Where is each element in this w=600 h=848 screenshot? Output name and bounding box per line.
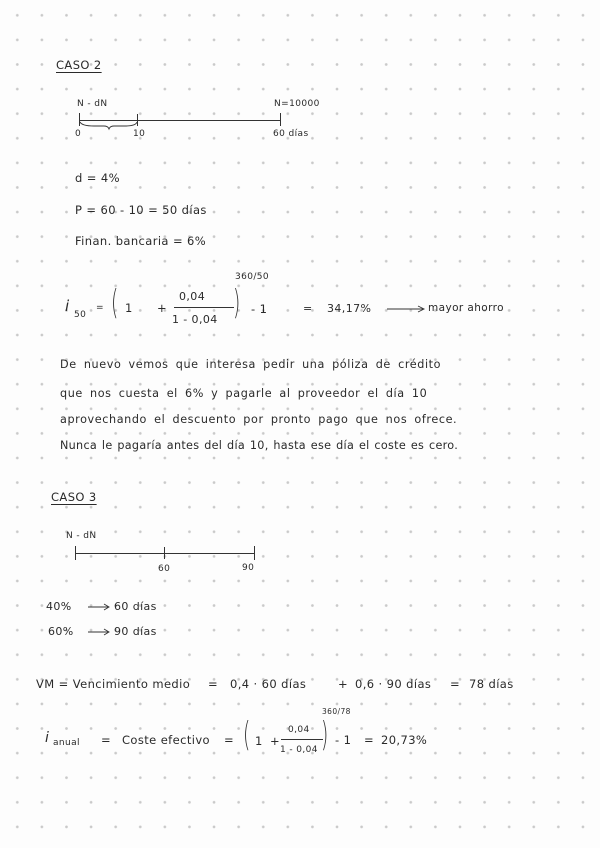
period-line: P = 60 - 10 = 50 días bbox=[75, 203, 207, 217]
vm-equals-2: = bbox=[450, 677, 461, 691]
paragraph-line-3: aprovechando el descuento por pronto pago que nos ofrece. bbox=[60, 413, 458, 426]
formula3-equals-2: = bbox=[224, 733, 235, 747]
paragraph-line-2: que nos cuesta el 6% y pagarle al proveedor el día 10 bbox=[60, 387, 428, 400]
formula3-minus-one: - 1 bbox=[335, 733, 352, 747]
formula-numerator: 0,04 bbox=[179, 290, 206, 303]
formula3-close-paren: ) bbox=[320, 715, 329, 755]
formula3-result: 20,73% bbox=[381, 733, 428, 747]
formula-equals: = bbox=[303, 302, 313, 315]
formula3-equals-1: = bbox=[101, 733, 112, 747]
vm-label: VM = Vencimiento medio bbox=[36, 677, 191, 691]
vm-equals-1: = bbox=[208, 677, 219, 691]
row1-pct: 40% bbox=[46, 600, 72, 613]
formula-equals-a: = bbox=[96, 303, 104, 313]
timeline3-tick-start bbox=[75, 546, 76, 560]
timeline-tick-0-label: 0 bbox=[75, 129, 82, 139]
vm-term-1: 0,4 · 60 días bbox=[230, 677, 307, 691]
timeline3-tick-90-label: 90 bbox=[242, 563, 255, 573]
formula-result: 34,17% bbox=[327, 302, 372, 315]
formula3-exponent: 360/78 bbox=[322, 707, 351, 716]
row2-pct: 60% bbox=[48, 625, 74, 638]
arrow-icon bbox=[387, 305, 427, 313]
timeline3-left-label: N - dN bbox=[66, 531, 97, 541]
paragraph-line-4: Nunca le pagaría antes del día 10, hasta ese día el coste es cero. bbox=[60, 439, 459, 452]
timeline-left-label: N - dN bbox=[77, 99, 108, 109]
caso2-title: CASO 2 bbox=[56, 58, 102, 72]
formula-conclusion: mayor ahorro bbox=[428, 302, 504, 314]
arrow-icon bbox=[88, 628, 112, 636]
formula-fraction-bar bbox=[174, 307, 234, 308]
row2-days: 90 días bbox=[114, 625, 157, 638]
formula-close-paren: ) bbox=[232, 283, 241, 323]
timeline-brace bbox=[80, 121, 140, 131]
vm-plus: + bbox=[338, 677, 349, 691]
timeline3-axis bbox=[75, 553, 255, 554]
timeline-tick-10-label: 10 bbox=[133, 129, 146, 139]
formula3-plus: + bbox=[270, 734, 281, 748]
formula-exponent: 360/50 bbox=[235, 272, 270, 282]
paragraph-line-1: De nuevo vemos que interesa pedir una póliza de crédito bbox=[60, 358, 442, 371]
timeline-right-label: N=10000 bbox=[274, 99, 320, 109]
timeline-tick-end-label: 60 días bbox=[273, 129, 309, 139]
formula-open-paren: ( bbox=[110, 283, 119, 323]
formula-i-sub: 50 bbox=[74, 310, 87, 320]
arrow-icon bbox=[88, 603, 112, 611]
row1-days: 60 días bbox=[114, 600, 157, 613]
vm-term-2: 0,6 · 90 días bbox=[355, 677, 432, 691]
timeline-tick-end bbox=[280, 113, 281, 126]
bank-financing-line: Finan. bancaria = 6% bbox=[75, 234, 207, 248]
vm-result: 78 días bbox=[469, 677, 514, 691]
formula3-i-sub: anual bbox=[53, 738, 80, 748]
formula3-equals-3: = bbox=[364, 733, 375, 747]
formula3-fraction-bar bbox=[281, 739, 323, 740]
discount-line: d = 4% bbox=[75, 171, 120, 185]
formula-one: 1 bbox=[125, 301, 133, 315]
formula-denominator: 1 - 0,04 bbox=[172, 313, 218, 326]
formula3-one: 1 bbox=[255, 734, 263, 748]
timeline3-tick-60 bbox=[164, 547, 165, 559]
formula-plus: + bbox=[157, 301, 168, 315]
formula3-open-paren: ( bbox=[242, 715, 251, 755]
caso3-title: CASO 3 bbox=[51, 490, 97, 504]
formula-minus-one: - 1 bbox=[251, 302, 268, 316]
timeline3-tick-90 bbox=[254, 546, 255, 560]
formula3-label: Coste efectivo bbox=[122, 733, 210, 747]
timeline3-tick-60-label: 60 bbox=[158, 564, 171, 574]
formula3-denominator: 1 - 0,04 bbox=[280, 745, 318, 755]
formula-i: i bbox=[65, 297, 70, 315]
formula3-i: i bbox=[45, 730, 50, 746]
formula3-numerator: 0,04 bbox=[288, 725, 310, 735]
